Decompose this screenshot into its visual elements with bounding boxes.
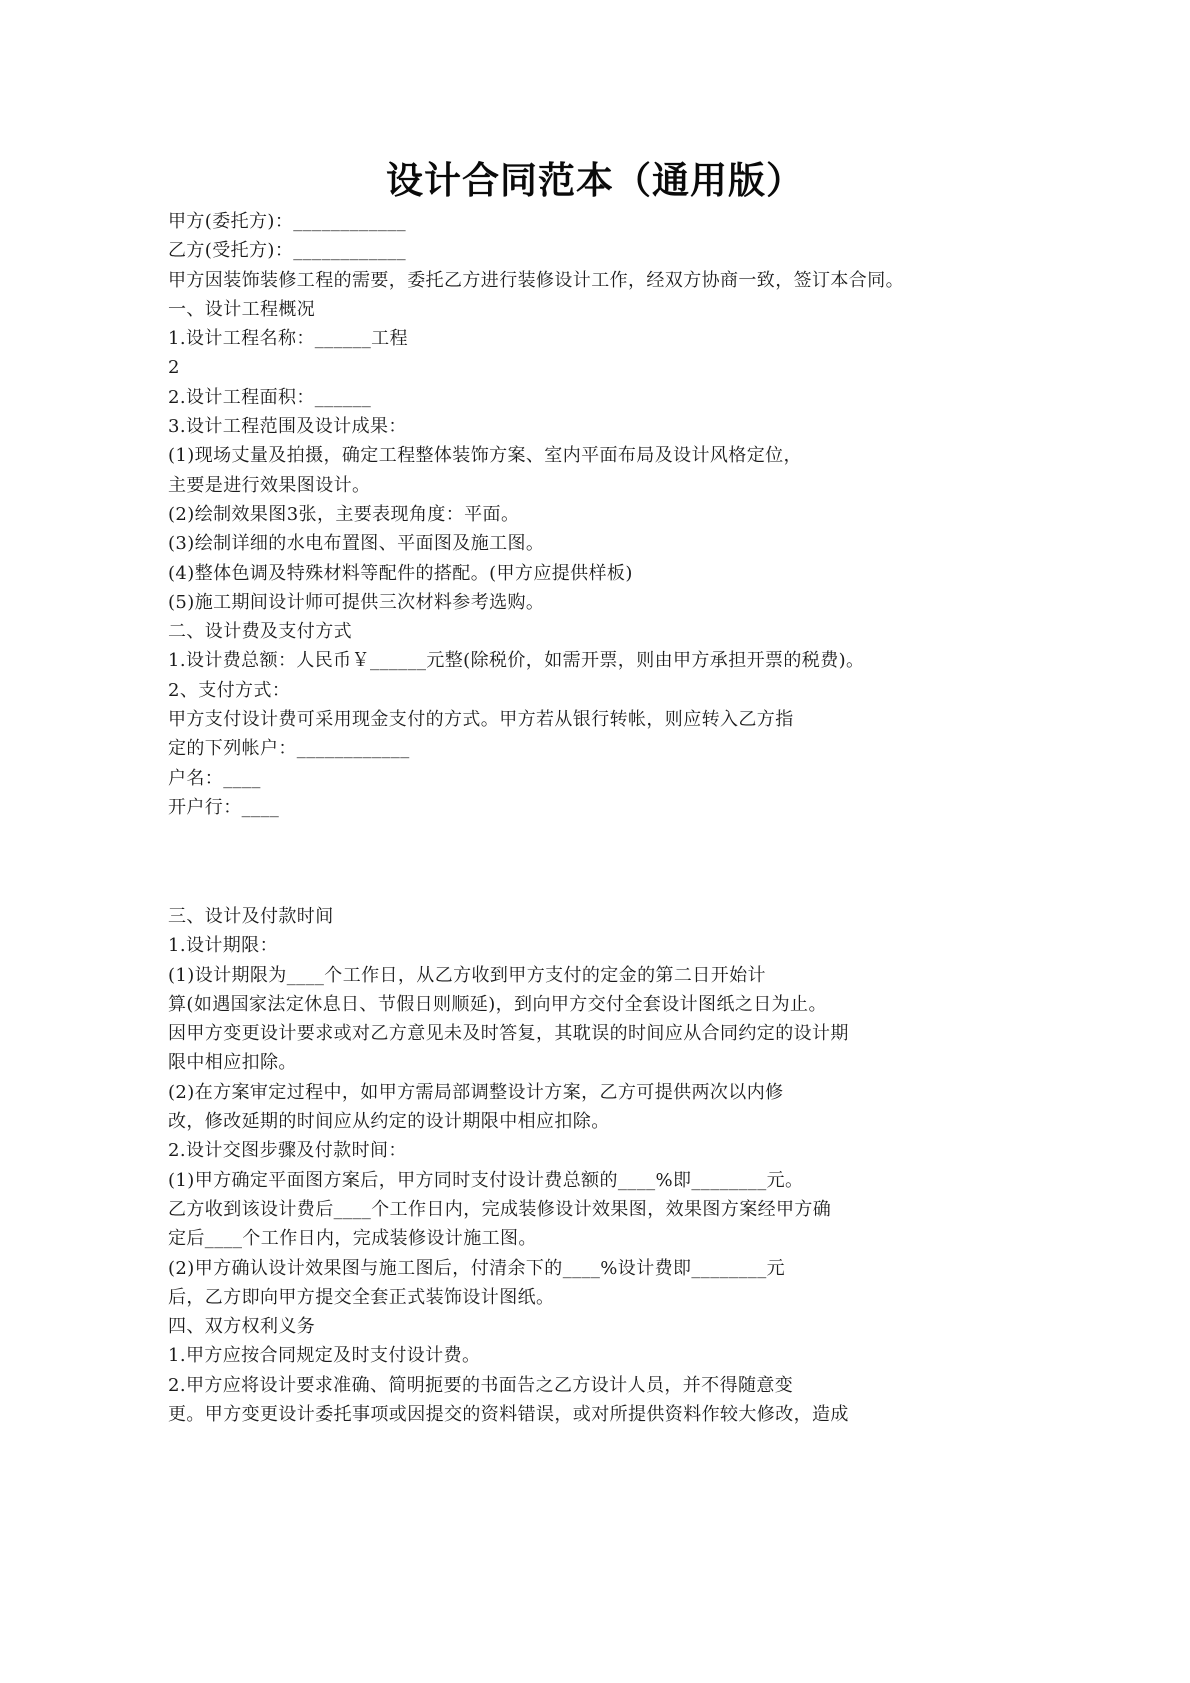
payment-method-line: 甲方支付设计费可采用现金支付的方式。甲方若从银行转帐，则应转入乙方指 (168, 709, 794, 731)
obligation-item-1: 1.甲方应按合同规定及时支付设计费。 (168, 1345, 481, 1367)
scope-item-4: (4)整体色调及特殊材料等配件的搭配。(甲方应提供样板) (168, 562, 633, 584)
design-period-item-1-cont-3: 限中相应扣除。 (168, 1052, 297, 1074)
document-title: 设计合同范本（通用版） (386, 158, 804, 202)
fee-total-line: 1.设计费总额：人民币￥______元整(除税价，如需开票，则由甲方承担开票的税费)。 (168, 650, 865, 672)
design-period-item-1: (1)设计期限为____个工作日，从乙方收到甲方支付的定金的第二日开始计 (168, 964, 766, 986)
scope-item-1: (1)现场丈量及拍摄，确定工程整体装饰方案、室内平面布局及设计风格定位， (168, 445, 802, 467)
account-bank-line: 开户行：____ (168, 796, 280, 818)
section-heading-4: 四、双方权利义务 (168, 1316, 316, 1338)
delivery-step-2: (2)甲方确认设计效果图与施工图后，付清余下的____%设计费即________元 (168, 1257, 785, 1279)
preamble-line: 甲方因装饰装修工程的需要，委托乙方进行装修设计工作，经双方协商一致，签订本合同。 (168, 269, 904, 291)
scope-item-5: (5)施工期间设计师可提供三次材料参考选购。 (168, 591, 545, 613)
project-scope-heading: 3.设计工程范围及设计成果： (168, 416, 407, 438)
account-name-line: 户名：____ (168, 767, 261, 789)
payment-method-heading: 2、支付方式： (168, 679, 291, 701)
section-heading-2: 二、设计费及支付方式 (168, 621, 352, 643)
design-period-item-1-cont: 算(如遇国家法定休息日、节假日则顺延)，到向甲方交付全套设计图纸之日为止。 (168, 993, 827, 1015)
obligation-item-2-cont: 更。甲方变更设计委托事项或因提交的资料错误，或对所提供资料作较大修改，造成 (168, 1404, 849, 1426)
payment-account-line: 定的下列帐户：____________ (168, 738, 410, 760)
obligation-item-2: 2.甲方应将设计要求准确、简明扼要的书面告之乙方设计人员，并不得随意变 (168, 1374, 794, 1396)
section-heading-3: 三、设计及付款时间 (168, 906, 334, 927)
design-period-heading: 1.设计期限： (168, 935, 278, 957)
project-area-line: 2.设计工程面积：______ (168, 386, 372, 408)
section-heading-1: 一、设计工程概况 (168, 298, 316, 320)
stray-number-line: 2 (168, 357, 180, 379)
delivery-step-2-cont: 后，乙方即向甲方提交全套正式装饰设计图纸。 (168, 1286, 555, 1308)
delivery-steps-heading: 2.设计交图步骤及付款时间： (168, 1140, 407, 1162)
delivery-step-1-cont: 乙方收到该设计费后____个工作日内，完成装修设计效果图，效果图方案经甲方确 (168, 1198, 832, 1220)
design-period-item-2: (2)在方案审定过程中，如甲方需局部调整设计方案，乙方可提供两次以内修 (168, 1081, 784, 1103)
design-period-item-1-cont-2: 因甲方变更设计要求或对乙方意见未及时答复，其耽误的时间应从合同约定的设计期 (168, 1023, 849, 1045)
delivery-step-1: (1)甲方确定平面图方案后，甲方同时支付设计费总额的____%即________元。 (168, 1169, 804, 1191)
project-name-line: 1.设计工程名称：______工程 (168, 328, 408, 350)
party-b-line: 乙方(受托方)：____________ (168, 240, 407, 262)
design-period-item-2-cont: 改，修改延期的时间应从约定的设计期限中相应扣除。 (168, 1111, 610, 1133)
scope-item-1-cont: 主要是进行效果图设计。 (168, 474, 371, 496)
scope-item-3: (3)绘制详细的水电布置图、平面图及施工图。 (168, 533, 545, 555)
contract-parties-and-section-1-2 (168, 207, 1028, 822)
delivery-step-1-cont-2: 定后____个工作日内，完成装修设计施工图。 (168, 1228, 537, 1250)
section-3-4 (168, 902, 1028, 1429)
party-a-line: 甲方(委托方)：____________ (168, 211, 407, 232)
scope-item-2: (2)绘制效果图3张，主要表现角度：平面。 (168, 503, 520, 525)
